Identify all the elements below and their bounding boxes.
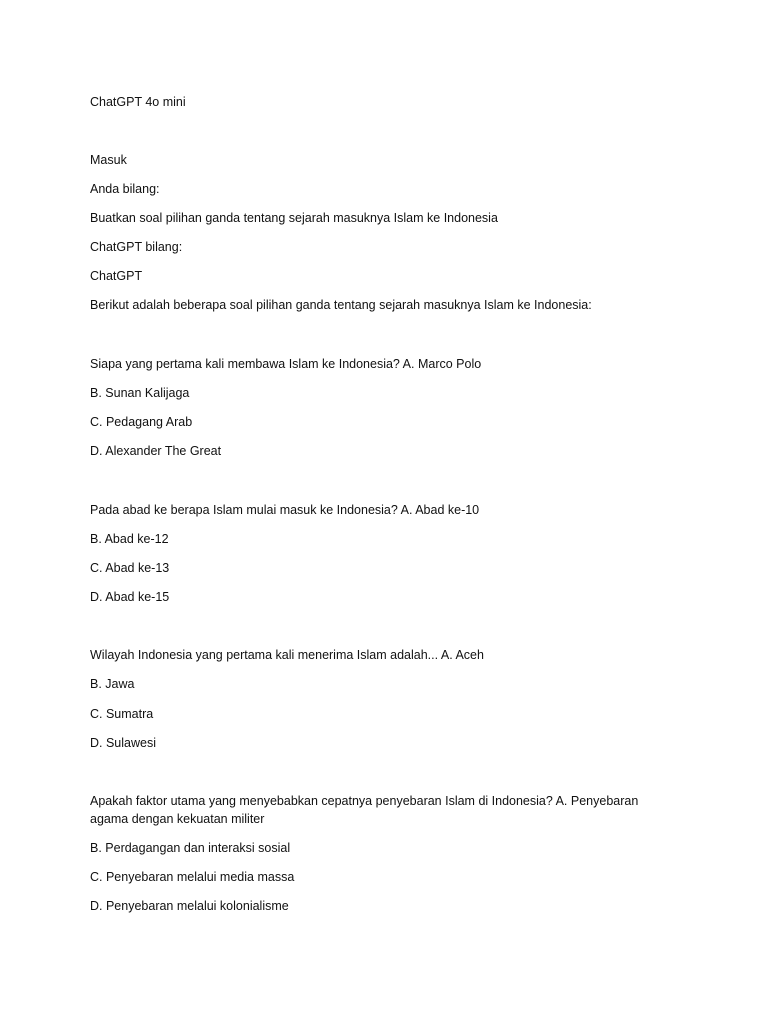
question-2-option-c: C. Abad ke-13 [90, 561, 170, 575]
question-4-option-d: D. Penyebaran melalui kolonialisme [90, 899, 289, 913]
user-prompt: Buatkan soal pilihan ganda tentang sejarah masuknya Islam ke Indonesia [90, 211, 498, 225]
bot-label: ChatGPT bilang: [90, 240, 183, 254]
question-1-option-d: D. Alexander The Great [90, 444, 222, 458]
question-4-text: Apakah faktor utama yang menyebabkan cepatnya penyebaran Islam di Indonesia? A. Penyebaran agama dengan kekuatan militer [90, 794, 639, 826]
question-2-option-d: D. Abad ke-15 [90, 590, 170, 604]
question-3-option-c: C. Sumatra [90, 707, 154, 721]
question-1-option-b: B. Sunan Kalijaga [90, 386, 190, 400]
question-3-text: Wilayah Indonesia yang pertama kali menerima Islam adalah... A. Aceh [90, 648, 484, 662]
question-3-option-b: B. Jawa [90, 677, 135, 691]
question-4-option-b: B. Perdagangan dan interaksi sosial [90, 841, 291, 855]
question-1-option-c: C. Pedagang Arab [90, 415, 193, 429]
login-text: Masuk [90, 153, 127, 167]
question-2-text: Pada abad ke berapa Islam mulai masuk ke Indonesia? A. Abad ke-10 [90, 503, 480, 517]
question-2-option-b: B. Abad ke-12 [90, 532, 169, 546]
bot-name: ChatGPT [90, 269, 143, 283]
intro-text: Berikut adalah beberapa soal pilihan ganda tentang sejarah masuknya Islam ke Indonesia: [90, 298, 592, 312]
question-1-text: Siapa yang pertama kali membawa Islam ke Indonesia? A. Marco Polo [90, 357, 482, 371]
user-label: Anda bilang: [90, 182, 160, 196]
document-title: ChatGPT 4o mini [90, 95, 186, 109]
question-3-option-d: D. Sulawesi [90, 736, 156, 750]
question-4-option-c: C. Penyebaran melalui media massa [90, 870, 295, 884]
